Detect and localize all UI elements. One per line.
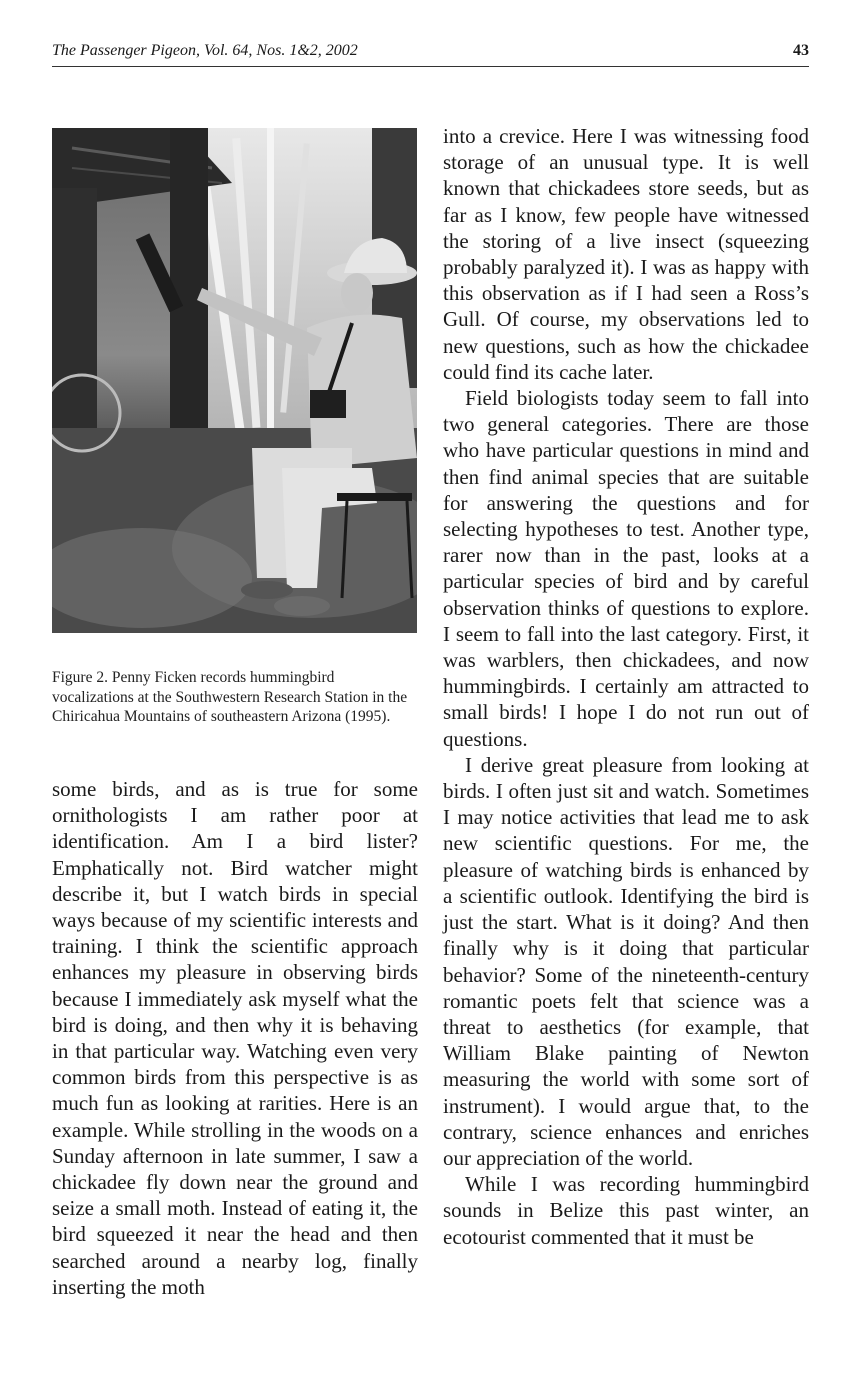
paragraph: I derive great pleasure from looking at birds. I often just sit and watch. Sometimes I may notice activities that lead me to ask new scientific questions. For me, the pleasure of watching birds is enhanced by a scientific outlook. Identifying the bird is just the start. What is it doing? And then finally why is it doing that particular behavior? Some of the nineteenth-century romantic poets felt that science was a threat to aesthetics (for example, that William Blake painting of Newton measuring the world with some sort of instrument). I would argue that, to the contrary, science enhances and enriches our appreciation of the world. [443,752,809,1170]
running-header [52,40,809,67]
paragraph: Field biologists today seem to fall into two general categories. There are those who have particular questions in mind and then find animal species that are suitable for answering the questions and for selecting hypotheses to test. Another type, rarer now than in the past, looks at a particular species of bird and by careful observation thinks of questions to explore. I seem to fall into the last category. First, it was warblers, then chickadees, and now hummingbirds. I certainly am attracted to small birds! I hope I do not run out of questions. [443,386,809,751]
figure-photo [52,128,417,633]
paragraph: some birds, and as is true for some ornithologists I am rather poor at identification. Am I a bird lister? Emphatically not. Bird watcher might describe it, but I watch birds in special ways because of my scientific interests and training. I think the scientific approach enhances my pleasure in observing birds because I immediately ask myself what the bird is doing, and then why it is behaving in that particular way. Watching even very common birds from this perspective is as much fun as looking at rarities. Here is an example. While strolling in the woods on a Sunday afternoon in late summer, I saw a chickadee fly down near the ground and seize a small moth. Instead of eating it, the bird squeezed it near the head and then searched around a nearby log, finally inserting the moth [52,777,418,1299]
paragraph: into a crevice. Here I was witnessing food storage of an unusual type. It is well known that chickadees store seeds, but as far as I know, few people have witnessed the storing of a live insect (squeezing probably paralyzed it). I was as happy with this observation as if I had seen a Ross’s Gull. Of course, my observations led to new questions, such as how the chickadee could find its cache later. [443,124,809,384]
figure-caption: Figure 2. Penny Ficken records hummingbird vocalizations at the Southwestern Research Station in the Chiricahua Mountains of southeastern Arizona (1995). [52,669,408,725]
paragraph: While I was recording hummingbird sounds in Belize this past winter, an ecotourist commented that it must be [443,1172,809,1249]
right-column [443,123,809,1250]
left-column [52,776,418,1300]
journal-citation: The Passenger Pigeon, Vol. 64, Nos. 1&2, 2002 [52,42,358,59]
page-number: 43 [793,42,809,59]
